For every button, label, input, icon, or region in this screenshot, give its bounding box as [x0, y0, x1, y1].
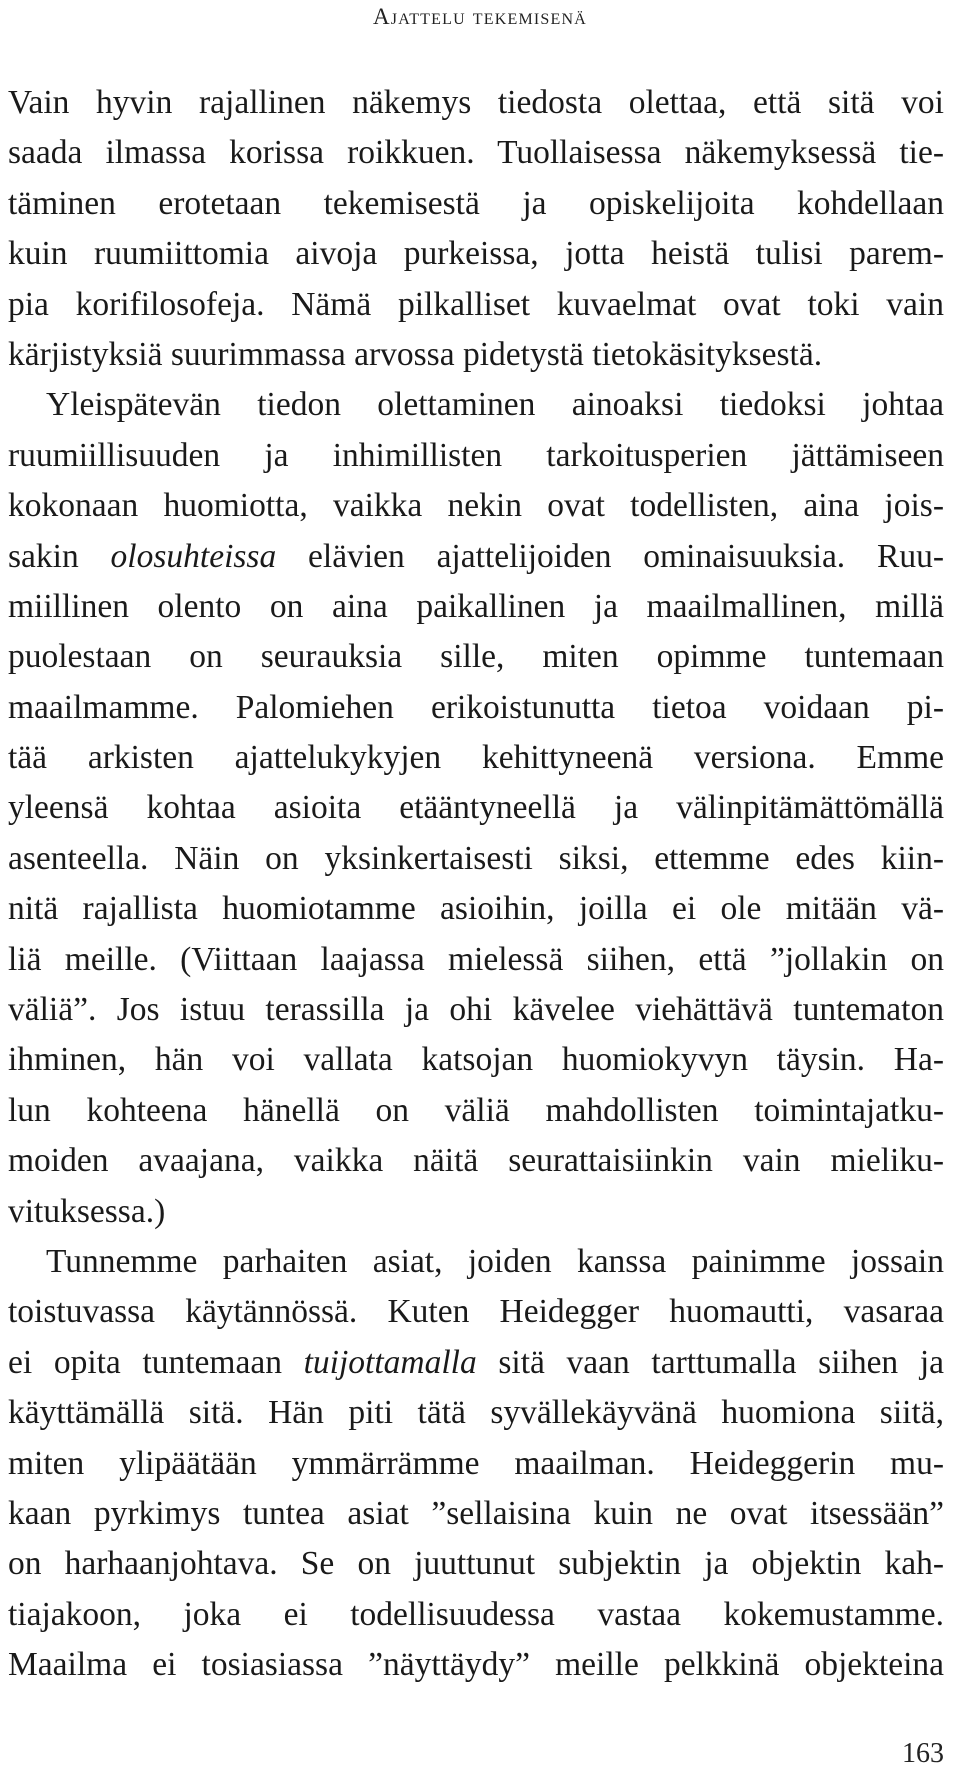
text-line: kokonaan huomiotta, vaikka nekin ovat todellisten, aina jois-: [8, 487, 944, 525]
italic-term: olosuhteissa: [110, 537, 277, 575]
body-text: [8, 78, 944, 1691]
running-head: Ajattelu tekemisenä: [372, 4, 588, 29]
text-line: asenteella. Näin on yksinkertaisesti siksi, ettemme edes kiin-: [8, 839, 944, 877]
text-run: ei opita tuntemaan: [8, 1343, 304, 1381]
text-line: Maailma ei tosiasiassa ”näyttäydy” meille pelkkinä objekteina: [8, 1646, 944, 1684]
text-line: nitä rajallista huomiotamme asioihin, joilla ei ole mitään vä-: [8, 890, 944, 928]
text-line: miten ylipäätään ymmärrämme maailman. Heideggerin mu-: [8, 1444, 944, 1482]
text-line: kaan pyrkimys tuntea asiat ”sellaisina kuin ne ovat itsessään”: [8, 1494, 944, 1532]
text-run: sakin: [8, 537, 111, 575]
text-line: yleensä kohtaa asioita etääntyneellä ja välinpitämättömällä: [8, 789, 944, 827]
text-line: Tunnemme parhaiten asiat, joiden kanssa painimme jossain: [46, 1242, 944, 1280]
text-run: sitä vaan tarttumalla siihen ja: [476, 1343, 944, 1381]
text-line: Yleispätevän tiedon olettaminen ainoaksi tiedoksi johtaa: [46, 386, 944, 424]
text-line: kärjistyksiä suurimmassa arvossa pidetystä tietokäsityksestä.: [8, 335, 823, 373]
text-line: toistuvassa käytännössä. Kuten Heidegger huomautti, vasaraa: [8, 1293, 944, 1331]
text-line: [8, 1338, 944, 1388]
text-line: maailmamme. Palomiehen erikoistunutta tietoa voidaan pi-: [8, 688, 944, 726]
text-line: miillinen olento on aina paikallinen ja maailmallinen, millä: [8, 587, 944, 625]
text-line: tää arkisten ajattelukykyjen kehittyneenä versiona. Emme: [8, 739, 944, 777]
italic-term: tuijottamalla: [303, 1343, 477, 1381]
text-line: vituksessa.): [8, 1192, 166, 1230]
text-line: ihminen, hän voi vallata katsojan huomiokyvyn täysin. Ha-: [8, 1041, 944, 1079]
text-line: väliä”. Jos istuu terassilla ja ohi kävelee viehättävä tuntematon: [8, 991, 944, 1029]
text-line: saada ilmassa korissa roikkuen. Tuollaisessa näkemyksessä tie-: [8, 134, 944, 172]
text-line: täminen erotetaan tekemisestä ja opiskelijoita kohdellaan: [8, 184, 944, 222]
text-line: tiajakoon, joka ei todellisuudessa vastaa kokemustamme.: [8, 1595, 944, 1633]
text-line: liä meille. (Viittaan laajassa mielessä siihen, että ”jollakin on: [8, 940, 944, 978]
text-line: Vain hyvin rajallinen näkemys tiedosta olettaa, että sitä voi: [8, 84, 944, 121]
text-line: moiden avaajana, vaikka näitä seurattaisiinkin vain mieliku-: [8, 1142, 944, 1180]
text-line: [8, 532, 944, 582]
text-line: kuin ruumiittomia aivoja purkeissa, jotta heistä tulisi parem-: [8, 235, 944, 273]
text-line: pia korifilosofeja. Nämä pilkalliset kuvaelmat ovat toki vain: [8, 285, 944, 323]
text-line: ruumiillisuuden ja inhimillisten tarkoitusperien jättämiseen: [8, 436, 944, 474]
text-line: lun kohteena hänellä on väliä mahdollisten toimintajatku-: [8, 1091, 944, 1129]
text-line: puolestaan on seurauksia sille, miten opimme tuntemaan: [8, 638, 944, 676]
text-run: elävien ajattelijoiden ominaisuuksia. Ruu-: [276, 537, 944, 575]
page-number: 163: [902, 1738, 944, 1769]
text-line: käyttämällä sitä. Hän piti tätä syvällekäyvänä huomiona siitä,: [8, 1394, 944, 1432]
text-line: on harhaanjohtava. Se on juuttunut subjektin ja objektin kah-: [8, 1545, 944, 1583]
